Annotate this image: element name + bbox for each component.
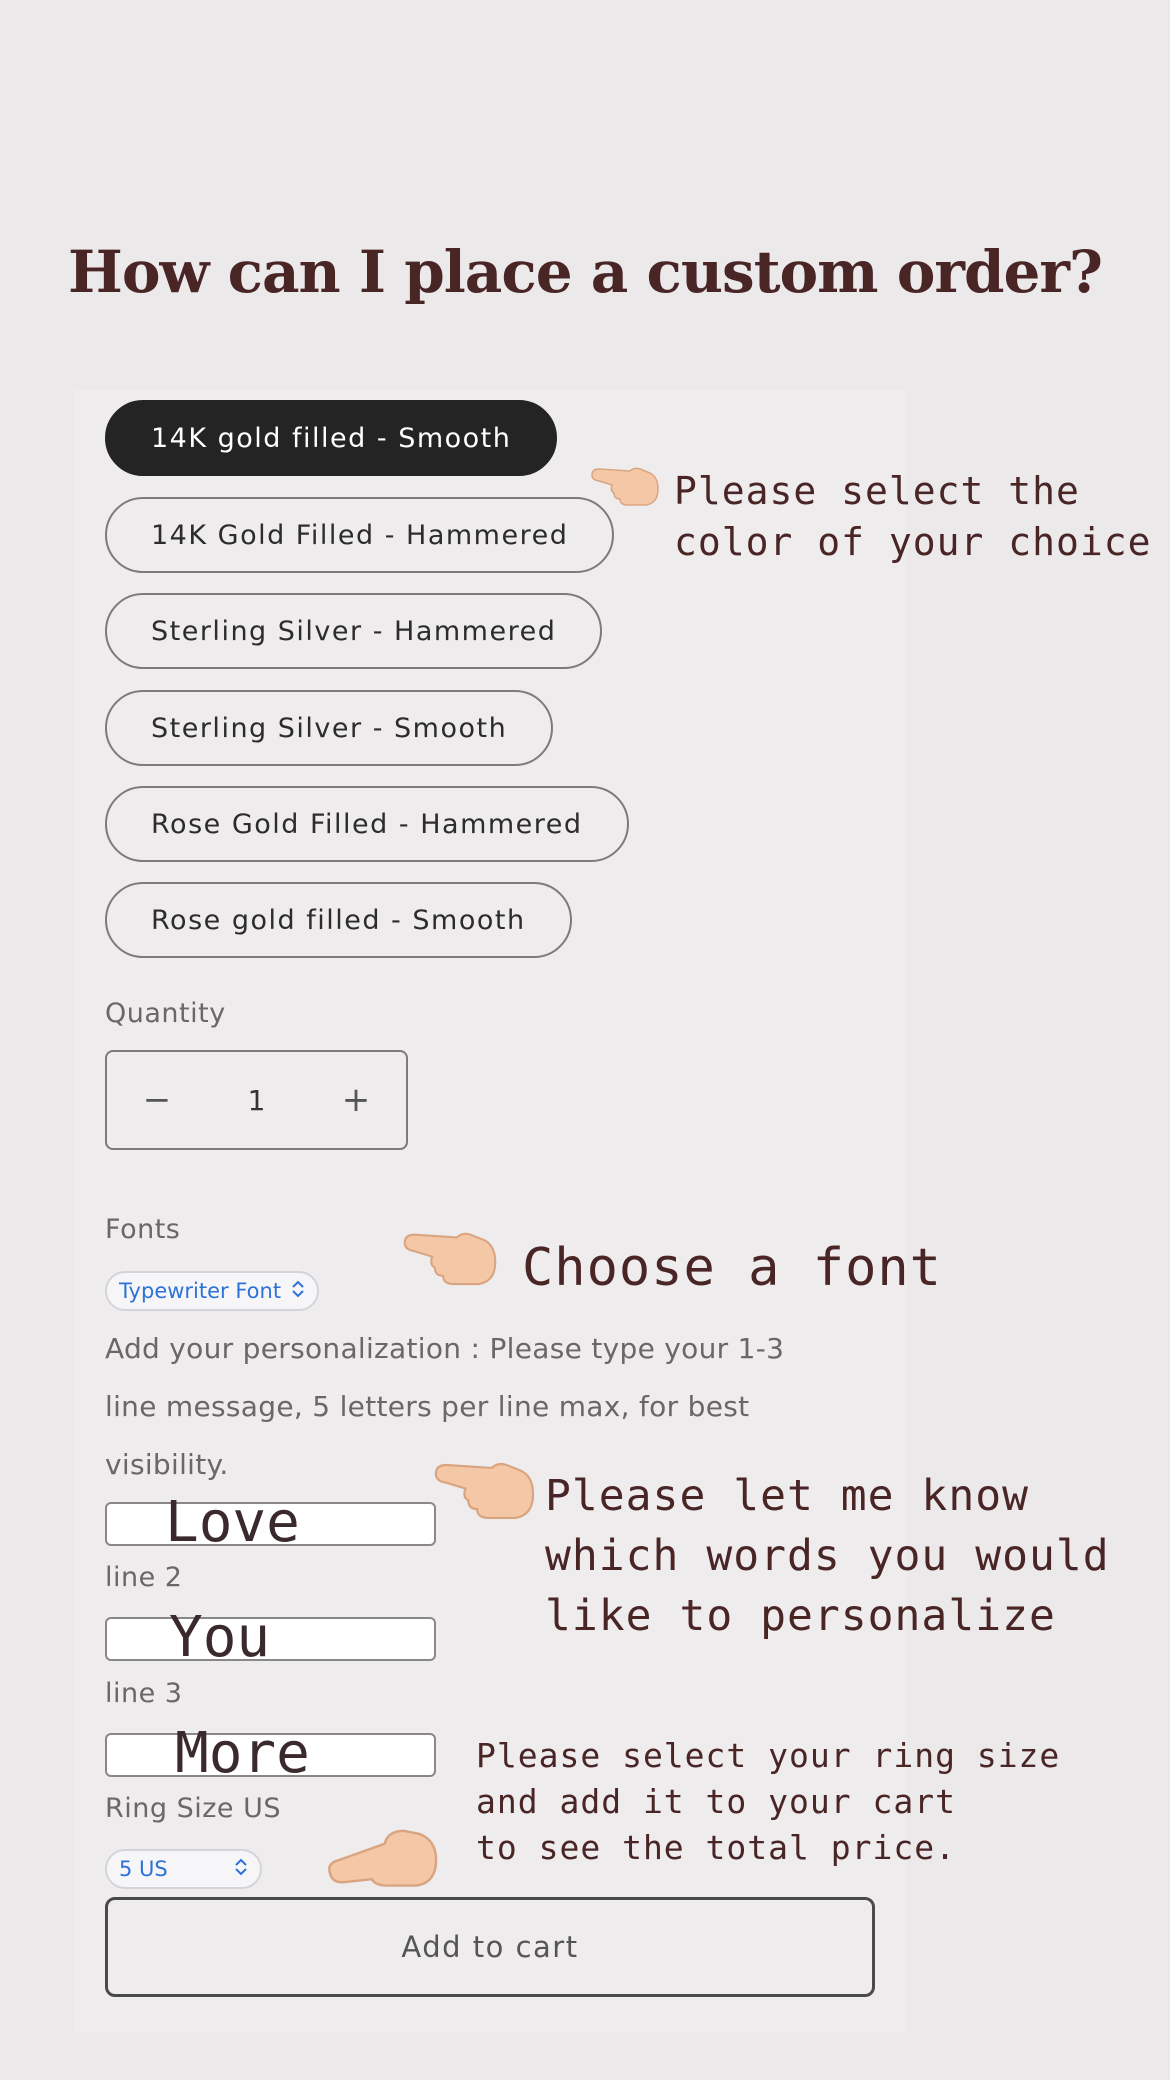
line2-value: You	[169, 1605, 271, 1670]
quantity-decrease-button[interactable]: −	[142, 1080, 172, 1120]
line1-value: Love	[165, 1490, 300, 1555]
ring-size-select[interactable]	[105, 1849, 262, 1889]
variant-option-6[interactable]: Rose gold filled - Smooth	[105, 882, 572, 958]
add-to-cart-button[interactable]: Add to cart	[105, 1897, 875, 1997]
line3-label: line 3	[105, 1678, 183, 1709]
pointing-hand-icon	[590, 463, 660, 509]
quantity-increase-button[interactable]: +	[341, 1080, 371, 1120]
line2-label: line 2	[105, 1562, 183, 1593]
line1-input[interactable]	[105, 1490, 436, 1555]
page-title: How can I place a custom order?	[68, 238, 1102, 306]
ring-size-label: Ring Size US	[105, 1793, 282, 1824]
line2-input[interactable]	[105, 1605, 436, 1670]
font-note: Choose a font	[522, 1238, 942, 1298]
words-note: Please let me know which words you would like to personalize	[545, 1471, 1110, 1641]
variant-option-5[interactable]: Rose Gold Filled - Hammered	[105, 786, 629, 862]
variant-option-2[interactable]: 14K Gold Filled - Hammered	[105, 497, 614, 573]
pointing-hand-icon	[325, 1818, 441, 1892]
variant-option-4[interactable]: Sterling Silver - Smooth	[105, 690, 553, 766]
chevron-updown-icon	[234, 1857, 248, 1881]
pointing-hand-icon	[433, 1456, 536, 1524]
fonts-label: Fonts	[105, 1214, 181, 1245]
color-note: Please select the color of your choice	[674, 469, 1152, 564]
variant-option-3[interactable]: Sterling Silver - Hammered	[105, 593, 602, 669]
font-select[interactable]	[105, 1271, 319, 1311]
font-select-value: Typewriter Font	[119, 1279, 282, 1303]
quantity-stepper	[105, 1050, 408, 1150]
line3-value: More	[175, 1721, 310, 1786]
quantity-label: Quantity	[105, 998, 226, 1029]
ring-size-value: 5 US	[119, 1857, 168, 1881]
quantity-input[interactable]: 1	[247, 1083, 266, 1117]
size-note: Please select your ring size and add it to your cart to see the total price.	[476, 1736, 1061, 1867]
pointing-hand-icon	[402, 1226, 498, 1290]
chevron-updown-icon	[291, 1279, 305, 1303]
personalization-description: Add your personalization : Please type your 1-3 line message, 5 letters per line max, for best visibility.	[105, 1332, 785, 1481]
variant-option-1[interactable]: 14K gold filled - Smooth	[105, 400, 557, 476]
line3-input[interactable]	[105, 1721, 436, 1786]
